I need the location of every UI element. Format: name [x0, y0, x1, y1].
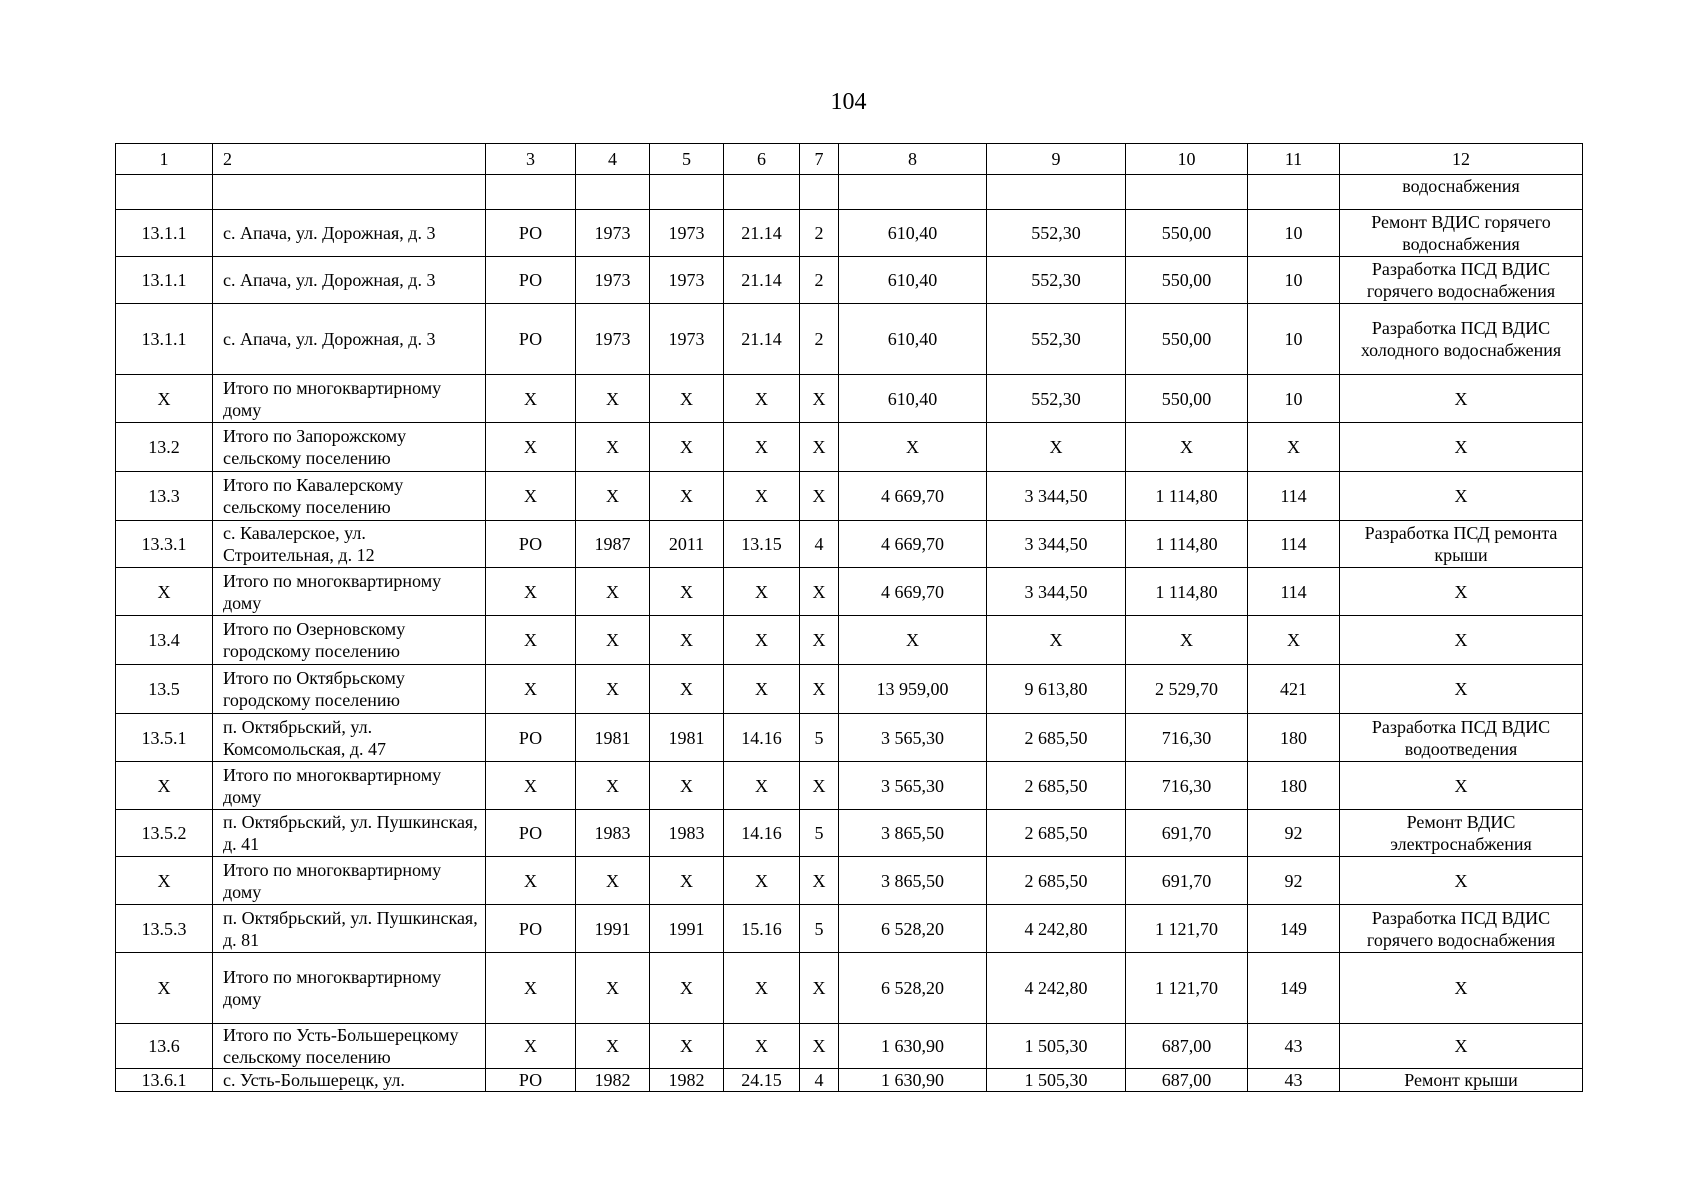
cell-col-5: 1991: [650, 905, 724, 953]
cell-col-6: X: [724, 762, 800, 810]
cell-col-11: X: [1248, 616, 1340, 665]
cell-col-11: 421: [1248, 665, 1340, 714]
cell-col-1: 13.2: [116, 423, 213, 472]
cell-col-11: 10: [1248, 210, 1340, 257]
cell-col-12: Разработка ПСД ВДИС горячего водоснабжения: [1340, 905, 1583, 953]
table-row: [116, 616, 1583, 665]
cell-col-2: Итого по Октябрьскому городскому поселению: [213, 665, 486, 714]
cell-col-2: Итого по Кавалерскому сельскому поселению: [213, 472, 486, 521]
cell-col-11: 149: [1248, 953, 1340, 1024]
cell-col-8: 610,40: [839, 257, 987, 304]
cell-col-7: X: [800, 857, 839, 905]
table-row: [116, 257, 1583, 304]
cell-col-10: 687,00: [1126, 1069, 1248, 1092]
cell-col-8: 610,40: [839, 304, 987, 375]
cell-col-2: Итого по многоквартирному дому: [213, 857, 486, 905]
cell-col-7: 2: [800, 304, 839, 375]
cell-col-10: 10: [1126, 144, 1248, 175]
cell-col-6: 13.15: [724, 521, 800, 568]
cell-col-6: 6: [724, 144, 800, 175]
cell-col-1: 13.3: [116, 472, 213, 521]
cell-col-8: 4 669,70: [839, 568, 987, 616]
table-row: [116, 375, 1583, 423]
cell-col-5: X: [650, 423, 724, 472]
cell-col-12: Ремонт ВДИС горячего водоснабжения: [1340, 210, 1583, 257]
cell-col-6: 15.16: [724, 905, 800, 953]
cell-col-5: X: [650, 472, 724, 521]
cell-col-4: 4: [576, 144, 650, 175]
cell-col-3: X: [486, 616, 576, 665]
cell-col-12: X: [1340, 472, 1583, 521]
cell-col-7: 5: [800, 905, 839, 953]
cell-col-12: X: [1340, 568, 1583, 616]
cell-col-4: 1973: [576, 257, 650, 304]
cell-col-2: Итого по многоквартирному дому: [213, 568, 486, 616]
cell-col-7: X: [800, 665, 839, 714]
cell-col-3: X: [486, 857, 576, 905]
cell-col-12: водоснабжения: [1340, 175, 1583, 210]
cell-col-4: X: [576, 953, 650, 1024]
cell-col-9: 552,30: [987, 375, 1126, 423]
cell-col-12: Разработка ПСД ремонта крыши: [1340, 521, 1583, 568]
cell-col-1: 13.1.1: [116, 257, 213, 304]
cell-col-3: [486, 175, 576, 210]
cell-col-5: 1973: [650, 304, 724, 375]
cell-col-10: 1 121,70: [1126, 953, 1248, 1024]
cell-col-10: 550,00: [1126, 257, 1248, 304]
cell-col-5: [650, 175, 724, 210]
table-row: [116, 1024, 1583, 1069]
cell-col-12: X: [1340, 953, 1583, 1024]
cell-col-9: 3 344,50: [987, 472, 1126, 521]
cell-col-3: X: [486, 665, 576, 714]
cell-col-8: [839, 175, 987, 210]
table-row: [116, 857, 1583, 905]
cell-col-3: РО: [486, 810, 576, 857]
cell-col-7: X: [800, 762, 839, 810]
cell-col-9: 9: [987, 144, 1126, 175]
cell-col-10: 550,00: [1126, 375, 1248, 423]
table-row: [116, 953, 1583, 1024]
cell-col-6: [724, 175, 800, 210]
cell-col-3: РО: [486, 905, 576, 953]
cell-col-10: 716,30: [1126, 762, 1248, 810]
cell-col-12: X: [1340, 857, 1583, 905]
cell-col-11: 43: [1248, 1069, 1340, 1092]
cell-col-3: X: [486, 762, 576, 810]
cell-col-4: X: [576, 762, 650, 810]
cell-col-7: 7: [800, 144, 839, 175]
cell-col-9: 2 685,50: [987, 714, 1126, 762]
cell-col-8: 4 669,70: [839, 472, 987, 521]
cell-col-10: 1 121,70: [1126, 905, 1248, 953]
cell-col-10: X: [1126, 616, 1248, 665]
cell-col-4: 1973: [576, 210, 650, 257]
cell-col-1: 13.6: [116, 1024, 213, 1069]
cell-col-3: X: [486, 1024, 576, 1069]
cell-col-11: 92: [1248, 857, 1340, 905]
cell-col-7: X: [800, 472, 839, 521]
cell-col-5: X: [650, 1024, 724, 1069]
cell-col-9: 1 505,30: [987, 1024, 1126, 1069]
cell-col-11: 43: [1248, 1024, 1340, 1069]
cell-col-8: 3 565,30: [839, 762, 987, 810]
cell-col-2: Итого по Усть-Большерецкому сельскому поселению: [213, 1024, 486, 1069]
cell-col-2: с. Апача, ул. Дорожная, д. 3: [213, 304, 486, 375]
cell-col-5: 1982: [650, 1069, 724, 1092]
table-row: [116, 304, 1583, 375]
cell-col-9: 9 613,80: [987, 665, 1126, 714]
cell-col-8: 3 565,30: [839, 714, 987, 762]
cell-col-11: 10: [1248, 304, 1340, 375]
table-row: [116, 714, 1583, 762]
cell-col-6: X: [724, 616, 800, 665]
cell-col-7: X: [800, 953, 839, 1024]
cell-col-8: 3 865,50: [839, 857, 987, 905]
cell-col-3: РО: [486, 714, 576, 762]
cell-col-11: 10: [1248, 375, 1340, 423]
cell-col-6: 14.16: [724, 810, 800, 857]
cell-col-4: X: [576, 472, 650, 521]
cell-col-5: X: [650, 616, 724, 665]
table-row: [116, 665, 1583, 714]
table-row: [116, 905, 1583, 953]
cell-col-4: X: [576, 375, 650, 423]
cell-col-2: с. Усть-Большерецк, ул.: [213, 1069, 486, 1092]
cell-col-11: X: [1248, 423, 1340, 472]
cell-col-9: [987, 175, 1126, 210]
cell-col-1: 13.1.1: [116, 304, 213, 375]
cell-col-6: 14.16: [724, 714, 800, 762]
cell-col-11: [1248, 175, 1340, 210]
cell-col-4: X: [576, 857, 650, 905]
cell-col-10: 2 529,70: [1126, 665, 1248, 714]
cell-col-1: 13.1.1: [116, 210, 213, 257]
cell-col-5: 1973: [650, 210, 724, 257]
cell-col-2: п. Октябрьский, ул. Комсомольская, д. 47: [213, 714, 486, 762]
cell-col-9: 552,30: [987, 210, 1126, 257]
data-table: [115, 143, 1583, 1092]
cell-col-1: 13.5.2: [116, 810, 213, 857]
cell-col-1: X: [116, 375, 213, 423]
cell-col-3: X: [486, 953, 576, 1024]
cell-col-11: 92: [1248, 810, 1340, 857]
cell-col-7: X: [800, 616, 839, 665]
cell-col-12: X: [1340, 665, 1583, 714]
cell-col-10: 691,70: [1126, 857, 1248, 905]
cell-col-9: 2 685,50: [987, 762, 1126, 810]
cell-col-4: 1991: [576, 905, 650, 953]
cell-col-9: 2 685,50: [987, 810, 1126, 857]
cell-col-4: X: [576, 423, 650, 472]
cell-col-12: X: [1340, 423, 1583, 472]
cell-col-3: РО: [486, 304, 576, 375]
cell-col-11: 114: [1248, 521, 1340, 568]
table-row: [116, 423, 1583, 472]
cell-col-12: Разработка ПСД ВДИС водоотведения: [1340, 714, 1583, 762]
cell-col-4: [576, 175, 650, 210]
cell-col-4: 1981: [576, 714, 650, 762]
cell-col-5: 2011: [650, 521, 724, 568]
cell-col-10: 716,30: [1126, 714, 1248, 762]
cell-col-6: X: [724, 1024, 800, 1069]
cell-col-2: Итого по многоквартирному дому: [213, 953, 486, 1024]
cell-col-1: X: [116, 568, 213, 616]
page-number: 104: [830, 89, 867, 115]
cell-col-10: [1126, 175, 1248, 210]
cell-col-9: 3 344,50: [987, 521, 1126, 568]
cell-col-3: РО: [486, 257, 576, 304]
cell-col-10: 550,00: [1126, 210, 1248, 257]
cell-col-6: 21.14: [724, 304, 800, 375]
cell-col-11: 114: [1248, 472, 1340, 521]
cell-col-7: X: [800, 375, 839, 423]
cell-col-4: 1982: [576, 1069, 650, 1092]
cell-col-3: РО: [486, 1069, 576, 1092]
cell-col-6: X: [724, 472, 800, 521]
cell-col-11: 149: [1248, 905, 1340, 953]
cell-col-5: X: [650, 568, 724, 616]
cell-col-8: 13 959,00: [839, 665, 987, 714]
table-row: [116, 210, 1583, 257]
cell-col-8: 6 528,20: [839, 905, 987, 953]
cell-col-5: X: [650, 953, 724, 1024]
cell-col-10: 1 114,80: [1126, 472, 1248, 521]
cell-col-5: 1981: [650, 714, 724, 762]
cell-col-1: 13.5.3: [116, 905, 213, 953]
cell-col-9: 4 242,80: [987, 953, 1126, 1024]
cell-col-6: X: [724, 423, 800, 472]
cell-col-8: 610,40: [839, 210, 987, 257]
cell-col-4: X: [576, 1024, 650, 1069]
cell-col-11: 180: [1248, 714, 1340, 762]
cell-col-9: 3 344,50: [987, 568, 1126, 616]
cell-col-1: 1: [116, 144, 213, 175]
cell-col-9: 2 685,50: [987, 857, 1126, 905]
table-row: [116, 568, 1583, 616]
cell-col-3: РО: [486, 210, 576, 257]
cell-col-7: X: [800, 423, 839, 472]
cell-col-11: 10: [1248, 257, 1340, 304]
cell-col-9: 552,30: [987, 257, 1126, 304]
cell-col-7: 2: [800, 210, 839, 257]
cell-col-10: X: [1126, 423, 1248, 472]
cell-col-8: X: [839, 423, 987, 472]
cell-col-12: X: [1340, 616, 1583, 665]
cell-col-1: X: [116, 762, 213, 810]
cell-col-8: 8: [839, 144, 987, 175]
cell-col-3: X: [486, 375, 576, 423]
cell-col-3: X: [486, 568, 576, 616]
cell-col-5: X: [650, 665, 724, 714]
cell-col-1: 13.4: [116, 616, 213, 665]
cell-col-12: X: [1340, 375, 1583, 423]
cell-col-4: X: [576, 616, 650, 665]
cell-col-5: X: [650, 762, 724, 810]
cell-col-2: Итого по многоквартирному дому: [213, 762, 486, 810]
table-row: [116, 175, 1583, 210]
cell-col-10: 691,70: [1126, 810, 1248, 857]
cell-col-2: п. Октябрьский, ул. Пушкинская, д. 81: [213, 905, 486, 953]
cell-col-3: 3: [486, 144, 576, 175]
cell-col-7: 5: [800, 810, 839, 857]
cell-col-1: 13.6.1: [116, 1069, 213, 1092]
cell-col-7: 2: [800, 257, 839, 304]
cell-col-7: 5: [800, 714, 839, 762]
cell-col-1: X: [116, 953, 213, 1024]
cell-col-1: 13.5: [116, 665, 213, 714]
table-row: [116, 810, 1583, 857]
cell-col-3: X: [486, 423, 576, 472]
cell-col-6: 21.14: [724, 257, 800, 304]
cell-col-3: РО: [486, 521, 576, 568]
cell-col-8: 4 669,70: [839, 521, 987, 568]
cell-col-4: X: [576, 568, 650, 616]
cell-col-5: X: [650, 375, 724, 423]
cell-col-7: 4: [800, 521, 839, 568]
cell-col-4: X: [576, 665, 650, 714]
cell-col-6: X: [724, 857, 800, 905]
cell-col-2: с. Апача, ул. Дорожная, д. 3: [213, 257, 486, 304]
cell-col-8: X: [839, 616, 987, 665]
cell-col-9: 1 505,30: [987, 1069, 1126, 1092]
cell-col-5: 1983: [650, 810, 724, 857]
cell-col-1: X: [116, 857, 213, 905]
cell-col-11: 11: [1248, 144, 1340, 175]
cell-col-6: 21.14: [724, 210, 800, 257]
cell-col-8: 1 630,90: [839, 1024, 987, 1069]
cell-col-4: 1987: [576, 521, 650, 568]
cell-col-12: Разработка ПСД ВДИС горячего водоснабжения: [1340, 257, 1583, 304]
cell-col-2: Итого по многоквартирному дому: [213, 375, 486, 423]
cell-col-6: X: [724, 568, 800, 616]
cell-col-7: X: [800, 568, 839, 616]
table-row: [116, 521, 1583, 568]
cell-col-12: 12: [1340, 144, 1583, 175]
cell-col-10: 550,00: [1126, 304, 1248, 375]
cell-col-4: 1983: [576, 810, 650, 857]
cell-col-10: 687,00: [1126, 1024, 1248, 1069]
cell-col-9: 4 242,80: [987, 905, 1126, 953]
cell-col-3: X: [486, 472, 576, 521]
cell-col-12: Ремонт крыши: [1340, 1069, 1583, 1092]
cell-col-4: 1973: [576, 304, 650, 375]
cell-col-2: с. Апача, ул. Дорожная, д. 3: [213, 210, 486, 257]
cell-col-6: X: [724, 665, 800, 714]
table-row: [116, 1069, 1583, 1092]
cell-col-12: Ремонт ВДИС электроснабжения: [1340, 810, 1583, 857]
cell-col-2: с. Кавалерское, ул. Строительная, д. 12: [213, 521, 486, 568]
cell-col-1: 13.3.1: [116, 521, 213, 568]
cell-col-7: X: [800, 1024, 839, 1069]
cell-col-2: 2: [213, 144, 486, 175]
cell-col-8: 3 865,50: [839, 810, 987, 857]
cell-col-9: X: [987, 616, 1126, 665]
cell-col-1: [116, 175, 213, 210]
cell-col-5: 1973: [650, 257, 724, 304]
cell-col-9: X: [987, 423, 1126, 472]
cell-col-2: [213, 175, 486, 210]
header-row: [116, 144, 1583, 175]
cell-col-2: Итого по Запорожскому сельскому поселению: [213, 423, 486, 472]
cell-col-9: 552,30: [987, 304, 1126, 375]
cell-col-10: 1 114,80: [1126, 568, 1248, 616]
cell-col-5: X: [650, 857, 724, 905]
cell-col-6: X: [724, 375, 800, 423]
cell-col-1: 13.5.1: [116, 714, 213, 762]
cell-col-7: [800, 175, 839, 210]
table-row: [116, 762, 1583, 810]
cell-col-6: 24.15: [724, 1069, 800, 1092]
cell-col-10: 1 114,80: [1126, 521, 1248, 568]
cell-col-12: X: [1340, 1024, 1583, 1069]
cell-col-5: 5: [650, 144, 724, 175]
table-row: [116, 472, 1583, 521]
cell-col-7: 4: [800, 1069, 839, 1092]
cell-col-12: Разработка ПСД ВДИС холодного водоснабжения: [1340, 304, 1583, 375]
cell-col-2: п. Октябрьский, ул. Пушкинская, д. 41: [213, 810, 486, 857]
cell-col-8: 6 528,20: [839, 953, 987, 1024]
cell-col-11: 180: [1248, 762, 1340, 810]
cell-col-12: X: [1340, 762, 1583, 810]
cell-col-11: 114: [1248, 568, 1340, 616]
cell-col-8: 610,40: [839, 375, 987, 423]
cell-col-6: X: [724, 953, 800, 1024]
cell-col-8: 1 630,90: [839, 1069, 987, 1092]
cell-col-2: Итого по Озерновскому городскому поселению: [213, 616, 486, 665]
